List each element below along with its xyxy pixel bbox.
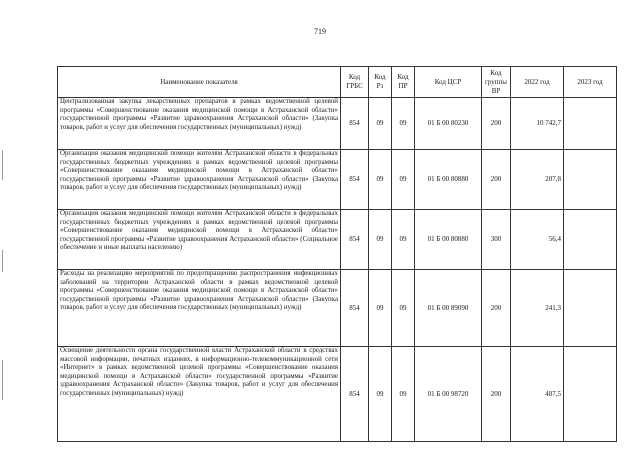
scan-margin-line bbox=[2, 150, 3, 180]
row-pr: 09 bbox=[392, 347, 415, 442]
row-grbs: 854 bbox=[341, 347, 369, 442]
budget-table bbox=[57, 66, 617, 442]
row-name: Организация оказания медицинской помощи жителям Астраханской области в федеральных государственных бюджетных учреждениях в рамках ведомственной целевой программы «Совершенствование оказания медицинской помощи в Астраханской области» государственной программы «Развитие здравоохранения Астраханской области» (Социальное обеспечение и иные выплаты населению) bbox=[58, 210, 341, 270]
header-name: Наименование показателя bbox=[58, 67, 341, 98]
row-vr: 200 bbox=[482, 347, 511, 442]
row-2022: 10 742,7 bbox=[511, 98, 564, 150]
row-grbs: 854 bbox=[341, 150, 369, 210]
table-row bbox=[58, 270, 617, 347]
row-rz: 09 bbox=[369, 150, 392, 210]
row-2022: 56,4 bbox=[511, 210, 564, 270]
header-grbs: Код ГРБС bbox=[341, 67, 369, 98]
row-grbs: 854 bbox=[341, 98, 369, 150]
page-number: 719 bbox=[314, 27, 326, 36]
row-2023 bbox=[564, 210, 617, 270]
row-2022: 241,3 bbox=[511, 270, 564, 347]
row-csr: 01 Б 00 98720 bbox=[415, 347, 482, 442]
row-2023 bbox=[564, 347, 617, 442]
row-2023 bbox=[564, 98, 617, 150]
table-row bbox=[58, 150, 617, 210]
table-row bbox=[58, 210, 617, 270]
row-vr: 200 bbox=[482, 150, 511, 210]
row-pr: 09 bbox=[392, 150, 415, 210]
header-rz: Код Рз bbox=[369, 67, 392, 98]
row-name: Освещение деятельности органа государственной власти Астраханской области в средствах массовой информации, печатных изданиях, в информационно-телекоммуникационной сети «Интернет» в рамках ведомственной целевой программы «Совершенствование оказания медицинской помощи в Астраханской области» государственной программы «Развитие здравоохранения Астраханской области» (Закупка товаров, работ и услуг для обеспечения государственных (муниципальных) нужд) bbox=[58, 347, 341, 442]
row-csr: 01 Б 00 89090 bbox=[415, 270, 482, 347]
row-csr: 01 Б 00 80880 bbox=[415, 150, 482, 210]
scan-margin-line bbox=[2, 250, 3, 272]
table-row bbox=[58, 347, 617, 442]
row-name: Централизованная закупка лекарственных препаратов в рамках ведомственной целевой программы «Совершенствование оказания медицинской помощи в Астраханской области» государственной программы «Развитие здравоохранения Астраханской области» (Закупка товаров, работ и услуг для обеспечения государственных (муниципальных) нужд) bbox=[58, 98, 341, 150]
row-name: Расходы на реализацию мероприятий по предотвращению распространения инфекционных заболеваний на территории Астраханской области в рамках ведомственной целевой программы «Совершенствование оказания медицинской помощи в Астраханской области» государственной программы «Развитие здравоохранения Астраханской области» (Закупка товаров, работ и услуг для обеспечения государственных (муниципальных) нужд) bbox=[58, 270, 341, 347]
row-rz: 09 bbox=[369, 210, 392, 270]
row-csr: 01 Б 00 80880 bbox=[415, 210, 482, 270]
row-pr: 09 bbox=[392, 210, 415, 270]
header-2023: 2023 год bbox=[564, 67, 617, 98]
row-2022: 487,5 bbox=[511, 347, 564, 442]
row-2022: 207,8 bbox=[511, 150, 564, 210]
row-pr: 09 bbox=[392, 270, 415, 347]
row-vr: 200 bbox=[482, 98, 511, 150]
row-csr: 01 Б 00 80230 bbox=[415, 98, 482, 150]
scan-margin-line bbox=[2, 360, 3, 400]
header-pr: Код ПР bbox=[392, 67, 415, 98]
header-csr: Код ЦСР bbox=[415, 67, 482, 98]
row-2023 bbox=[564, 150, 617, 210]
row-grbs: 854 bbox=[341, 210, 369, 270]
table-header-row bbox=[58, 67, 617, 98]
row-vr: 300 bbox=[482, 210, 511, 270]
row-rz: 09 bbox=[369, 98, 392, 150]
table-row bbox=[58, 98, 617, 150]
row-vr: 200 bbox=[482, 270, 511, 347]
row-2023 bbox=[564, 270, 617, 347]
row-pr: 09 bbox=[392, 98, 415, 150]
row-name: Организация оказания медицинской помощи жителям Астраханской области в федеральных государственных бюджетных учреждениях в рамках ведомственной целевой программы «Совершенствование оказания медицинской помощи в Астраханской области» государственной программы «Развитие здравоохранения Астраханской области» (Закупка товаров, работ и услуг для обеспечения государственных (муниципальных) нужд) bbox=[58, 150, 341, 210]
header-2022: 2022 год bbox=[511, 67, 564, 98]
row-rz: 09 bbox=[369, 270, 392, 347]
row-grbs: 854 bbox=[341, 270, 369, 347]
row-rz: 09 bbox=[369, 347, 392, 442]
header-vr: Код группы ВР bbox=[482, 67, 511, 98]
